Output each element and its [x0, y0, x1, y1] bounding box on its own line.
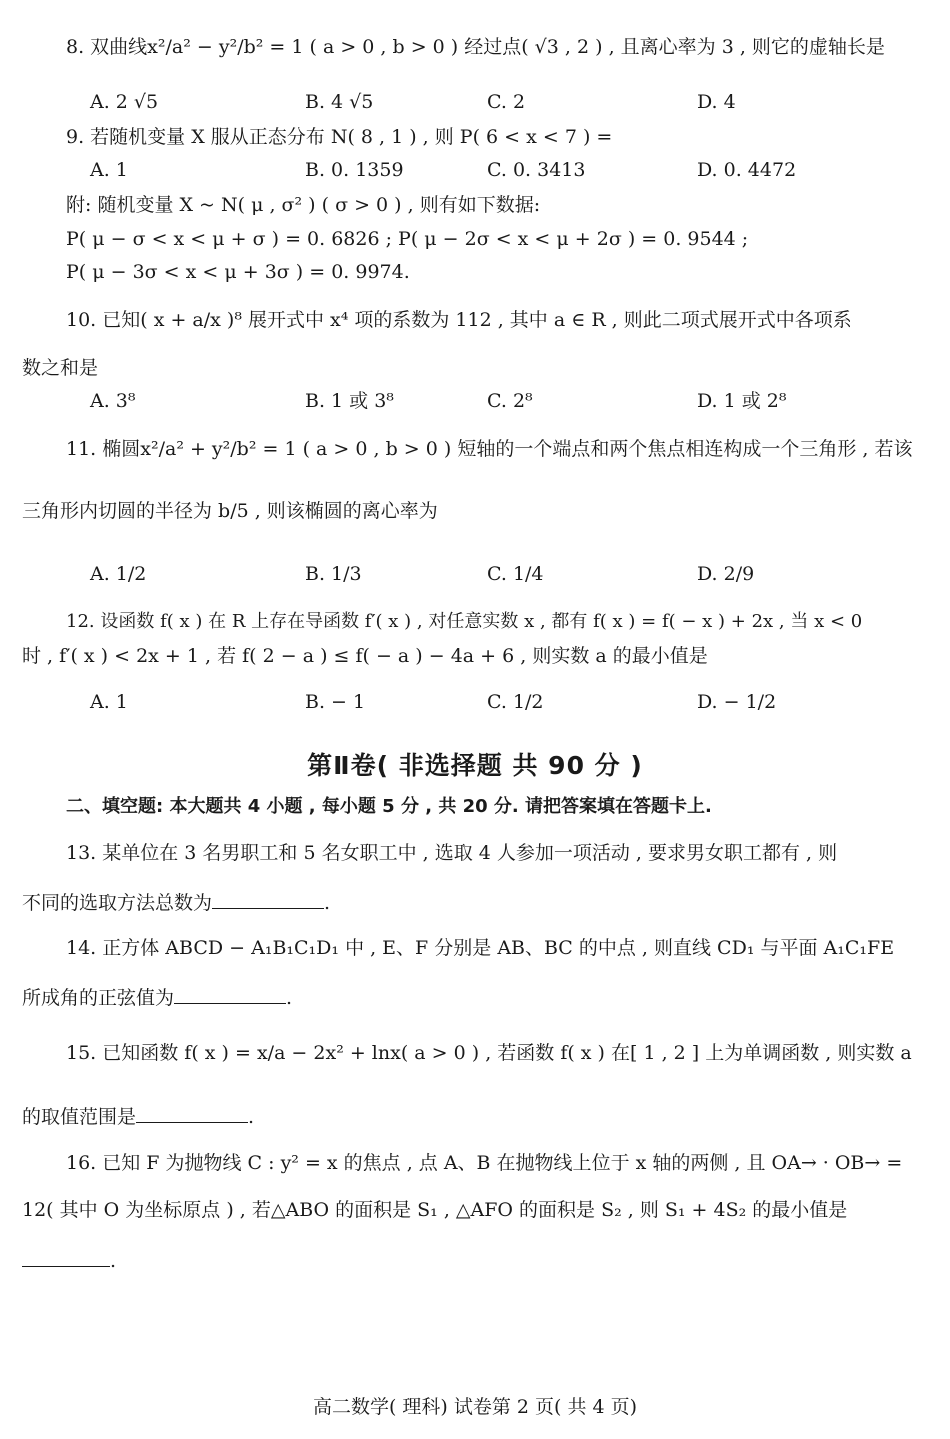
q13-answer-blank[interactable] [212, 890, 324, 909]
q16-line-3 [22, 1248, 116, 1273]
q16-line-2: 12( 其中 O 为坐标原点 ) , 若△ABO 的面积是 S₁ , △AFO 的面积是 S₂ , 则 S₁ + 4S₂ 的最小值是 [22, 1199, 848, 1221]
q13-end: . [324, 892, 331, 914]
q14-end: . [286, 987, 293, 1009]
q11-stem-2: 三角形内切圆的半径为 b/5 , 则该椭圆的离心率为 [22, 500, 438, 522]
q12-stem-1: 12. 设函数 f( x ) 在 R 上存在导函数 f′( x ) , 对任意实数 x , 都有 f( x ) = f( − x ) + 2x , 当 x < 0 [66, 611, 863, 632]
q14-answer-blank[interactable] [174, 985, 286, 1004]
section-instruction: 二、填空题: 本大题共 4 小题 , 每小题 5 分 , 共 20 分. 请把答案填在答题卡上. [66, 796, 712, 817]
q16-answer-blank[interactable] [22, 1248, 110, 1267]
q11-option-c: C. 1/4 [487, 563, 544, 585]
q9-option-b: B. 0. 1359 [305, 159, 404, 181]
q12-option-a: A. 1 [90, 691, 128, 713]
q10-option-c: C. 2⁸ [487, 390, 533, 412]
q13-line-1: 13. 某单位在 3 名男职工和 5 名女职工中 , 选取 4 人参加一项活动 , 要求男女职工都有 , 则 [66, 842, 838, 864]
q13-line-2 [22, 890, 330, 915]
q8-option-d: D. 4 [697, 91, 736, 113]
q15-line-2 [22, 1104, 254, 1129]
q9-note-1: 附: 随机变量 X ~ N( μ , σ² ) ( σ > 0 ) , 则有如下数据: [66, 194, 541, 216]
q8-option-b: B. 4 √5 [305, 91, 374, 113]
q8-option-a: A. 2 √5 [90, 91, 159, 113]
q8-stem: 8. 双曲线x²/a² − y²/b² = 1 ( a > 0 , b > 0 ) 经过点( √3 , 2 ) , 且离心率为 3 , 则它的虚轴长是 [66, 36, 885, 58]
q10-option-d: D. 1 或 2⁸ [697, 390, 787, 412]
q15-end: . [248, 1106, 255, 1128]
q9-option-c: C. 0. 3413 [487, 159, 586, 181]
section-title: 第Ⅱ卷( 非选择题 共 90 分 ) [307, 751, 643, 780]
q11-option-d: D. 2/9 [697, 563, 755, 585]
q11-option-a: A. 1/2 [90, 563, 147, 585]
q10-stem-1: 10. 已知( x + a/x )⁸ 展开式中 x⁴ 项的系数为 112 , 其中 a ∈ R , 则此二项式展开式中各项系 [66, 309, 852, 331]
q14-prompt: 所成角的正弦值为 [22, 987, 175, 1009]
q13-prompt: 不同的选取方法总数为 [22, 892, 213, 914]
q12-stem-2: 时 , f′( x ) < 2x + 1 , 若 f( 2 − a ) ≤ f( − a ) − 4a + 6 , 则实数 a 的最小值是 [22, 645, 708, 667]
q9-note-2: P( μ − σ < x < μ + σ ) = 0. 6826 ; P( μ − 2σ < x < μ + 2σ ) = 0. 9544 ; [66, 228, 749, 250]
q11-option-b: B. 1/3 [305, 563, 362, 585]
q14-line-2 [22, 985, 292, 1010]
q8-option-c: C. 2 [487, 91, 526, 113]
q10-option-a: A. 3⁸ [90, 390, 136, 412]
page-footer: 高二数学( 理科) 试卷第 2 页( 共 4 页) [312, 1396, 638, 1418]
q14-line-1: 14. 正方体 ABCD − A₁B₁C₁D₁ 中 , E、F 分别是 AB、BC 的中点 , 则直线 CD₁ 与平面 A₁C₁FE [66, 937, 895, 959]
q9-stem: 9. 若随机变量 X 服从正态分布 N( 8 , 1 ) , 则 P( 6 < x < 7 ) = [66, 126, 613, 148]
q9-note-3: P( μ − 3σ < x < μ + 3σ ) = 0. 9974. [66, 261, 410, 283]
q10-option-b: B. 1 或 3⁸ [305, 390, 394, 412]
q15-line-1: 15. 已知函数 f( x ) = x/a − 2x² + lnx( a > 0 ) , 若函数 f( x ) 在[ 1 , 2 ] 上为单调函数 , 则实数 a [66, 1042, 912, 1064]
q12-option-c: C. 1/2 [487, 691, 544, 713]
q15-answer-blank[interactable] [136, 1104, 248, 1123]
q9-option-a: A. 1 [90, 159, 128, 181]
q15-prompt: 的取值范围是 [22, 1106, 137, 1128]
q12-option-d: D. − 1/2 [697, 691, 777, 713]
q9-option-d: D. 0. 4472 [697, 159, 797, 181]
q11-stem-1: 11. 椭圆x²/a² + y²/b² = 1 ( a > 0 , b > 0 ) 短轴的一个端点和两个焦点相连构成一个三角形 , 若该 [66, 438, 913, 460]
q10-stem-2: 数之和是 [22, 357, 99, 379]
q12-option-b: B. − 1 [305, 691, 366, 713]
q16-end: . [110, 1250, 117, 1272]
q16-line-1: 16. 已知 F 为抛物线 C : y² = x 的焦点 , 点 A、B 在抛物线上位于 x 轴的两侧 , 且 OA→ · OB→ = [66, 1152, 903, 1174]
